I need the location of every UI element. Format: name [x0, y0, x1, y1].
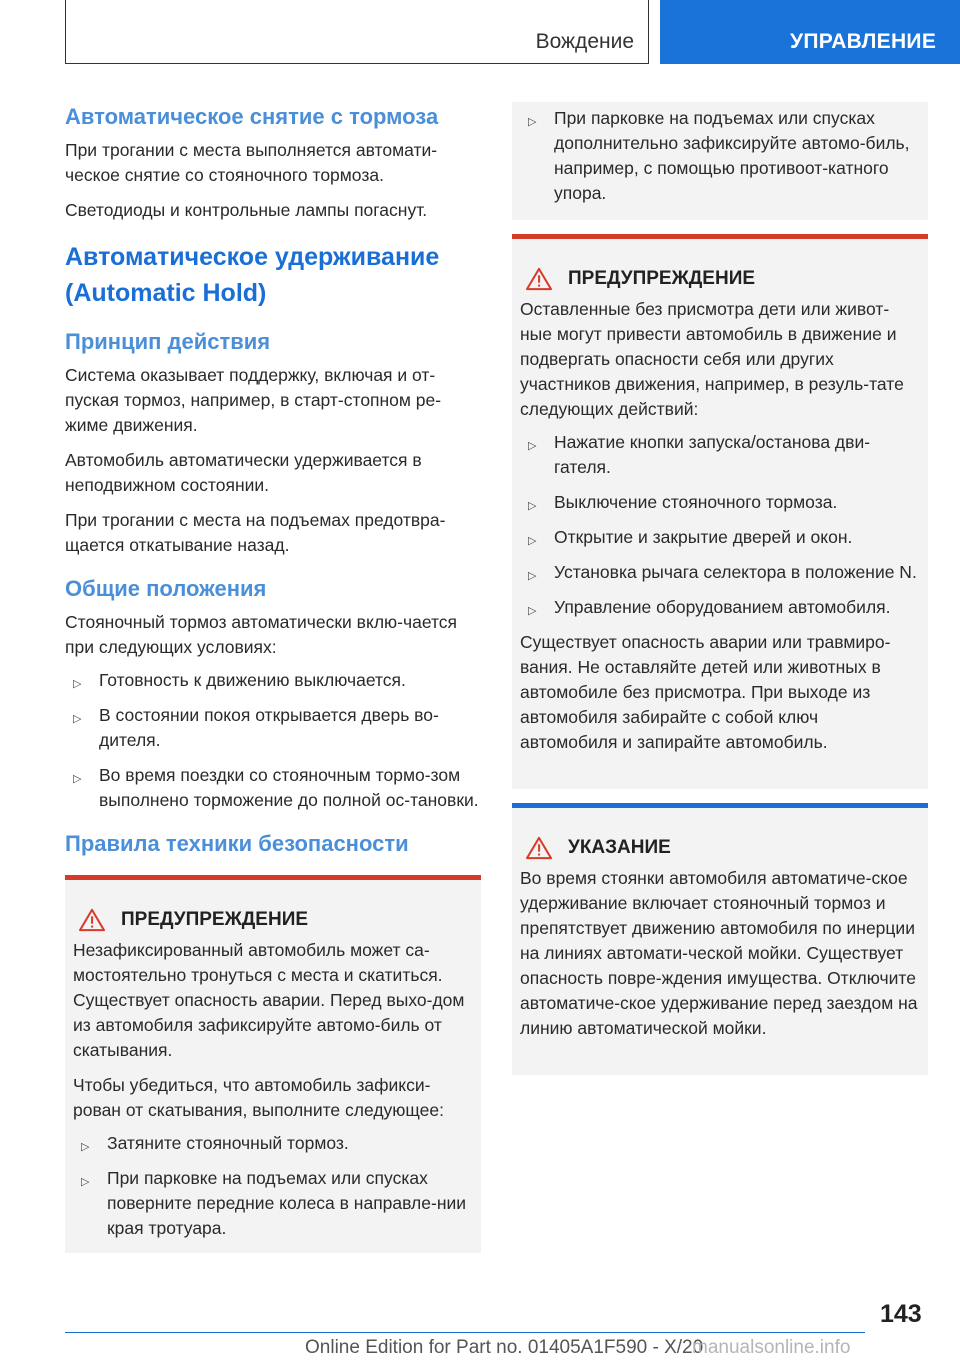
warning-triangle-icon — [524, 836, 554, 860]
list-item: ▷ При парковке на подъемах или спусках дополнительно зафиксируйте автомо-биль, например, с помощью противоот-катного упора. — [528, 108, 910, 203]
heading-principle: Принцип действия — [65, 329, 271, 354]
warning-box-1 — [65, 875, 481, 1253]
heading-general: Общие положения — [65, 576, 267, 601]
list-item: ▷ Готовность к движению выключается. — [65, 668, 481, 693]
list-item: ▷ Во время поездки со стояночным тормо-зом выполнено торможение до полной ос-тановки. — [73, 765, 479, 810]
header-chapter-title: УПРАВЛЕНИЕ — [790, 30, 937, 53]
para-principle-1: Система оказывает поддержку, включая и от-пуская тормоз, например, в старт-стопном ре-жиме движения. — [65, 365, 442, 435]
para-auto-release-2: Светодиоды и контрольные лампы погаснут. — [65, 200, 428, 220]
list-item: ▷ Установка рычага селектора в положение N. — [520, 560, 920, 585]
triangle-right-icon: ▷ — [528, 116, 537, 128]
warning1-para-1: Незафиксированный автомобиль может са-мостоятельно тронуться с места и скатиться. Существует опасность аварии. Перед выхо-дом из автомобиля зафиксируйте автомо-биль от скатывания. — [73, 940, 465, 1060]
footer-watermark: manualsonline.info — [692, 1337, 851, 1358]
triangle-right-icon: ▷ — [73, 773, 82, 785]
triangle-right-icon: ▷ — [81, 1176, 90, 1188]
header-chapter-tab[interactable] — [660, 0, 960, 64]
list-item: ▷ Управление оборудованием автомобиля. — [520, 595, 920, 620]
triangle-right-icon: ▷ — [73, 678, 82, 690]
list-item: ▷ Нажатие кнопки запуска/останова дви-гателя. — [528, 432, 871, 477]
warning2-para-2: Существует опасность аварии или травмиро-вания. Не оставляйте детей или животных в автомобиле без присмотра. При выходе из автомобиля забирайте с собой ключ автомобиля и запирайте автомобиль. — [520, 632, 891, 752]
list-item: ▷ Открытие и закрытие дверей и окон. — [520, 525, 920, 550]
footer-divider — [65, 1332, 865, 1333]
warning1-para-2: Чтобы убедиться, что автомобиль зафикси-рован от скатывания, выполните следующее: — [73, 1075, 444, 1120]
warning2-list — [520, 430, 920, 620]
right-column — [512, 102, 928, 1075]
triangle-right-icon: ▷ — [528, 605, 537, 617]
triangle-right-icon: ▷ — [81, 1141, 90, 1153]
warning-box-2 — [512, 234, 928, 789]
continuation-list — [520, 106, 920, 206]
footer-edition: Online Edition for Part no. 01405A1F590 - X/20 — [305, 1337, 704, 1358]
header-section-title: Вождение — [535, 30, 634, 53]
list-item: ▷ Затяните стояночный тормоз. — [73, 1131, 473, 1156]
warning-triangle-icon — [77, 908, 107, 932]
para-principle-2: Автомобиль автоматически удерживается в неподвижном состоянии. — [65, 450, 422, 495]
warning-triangle-icon — [524, 267, 554, 291]
warning1-list — [73, 1131, 473, 1241]
page-number: 143 — [880, 1300, 922, 1328]
notice-title: УКАЗАНИЕ — [520, 834, 920, 862]
warning-title-1: ПРЕДУПРЕЖДЕНИЕ — [73, 906, 473, 934]
para-general: Стояночный тормоз автоматически вклю-чается при следующих условиях: — [65, 612, 458, 657]
heading-safety: Правила техники безопасности — [65, 831, 409, 856]
triangle-right-icon: ▷ — [528, 535, 537, 547]
list-item: ▷ Выключение стояночного тормоза. — [520, 490, 920, 515]
warning1-continuation-box — [512, 102, 928, 220]
triangle-right-icon: ▷ — [73, 713, 82, 725]
para-auto-release-1: При трогании с места выполняется автомати-ческое снятие со стояночного тормоза. — [65, 140, 438, 185]
warning-title-2: ПРЕДУПРЕЖДЕНИЕ — [520, 265, 920, 293]
left-column — [65, 102, 481, 1253]
header-section-box — [65, 0, 649, 64]
list-item: ▷ В состоянии покоя открывается дверь во-дителя. — [73, 705, 439, 750]
triangle-right-icon: ▷ — [528, 570, 537, 582]
triangle-right-icon: ▷ — [528, 500, 537, 512]
warning2-para-1: Оставленные без присмотра дети или живот-ные могут привести автомобиль в движение и подвергать опасности себя или других участников движения, например, в резуль-тате следующих действий: — [520, 299, 904, 419]
heading-auto-release: Автоматическое снятие с тормоза — [65, 104, 439, 129]
list-item: ▷ При парковке на подъемах или спусках поверните передние колеса в направле-нии края тротуара. — [81, 1168, 467, 1238]
notice-box — [512, 803, 928, 1075]
triangle-right-icon: ▷ — [528, 440, 537, 452]
notice-para-1: Во время стоянки автомобиля автоматиче-ское удерживание включает стояночный тормоз и препятствует движению автомобиля по инерции на линиях автомати-ческой мойки. Существует опасность повре-ждения имущества. Отключите автоматиче-ское удерживание перед заездом на линию автоматической мойки. — [520, 868, 918, 1038]
general-list — [65, 668, 481, 813]
para-principle-3: При трогании с места на подъемах предотвра-щается откатывание назад. — [65, 510, 446, 555]
heading-auto-hold: Автоматическое удерживание (Automatic Hold) — [65, 243, 440, 307]
